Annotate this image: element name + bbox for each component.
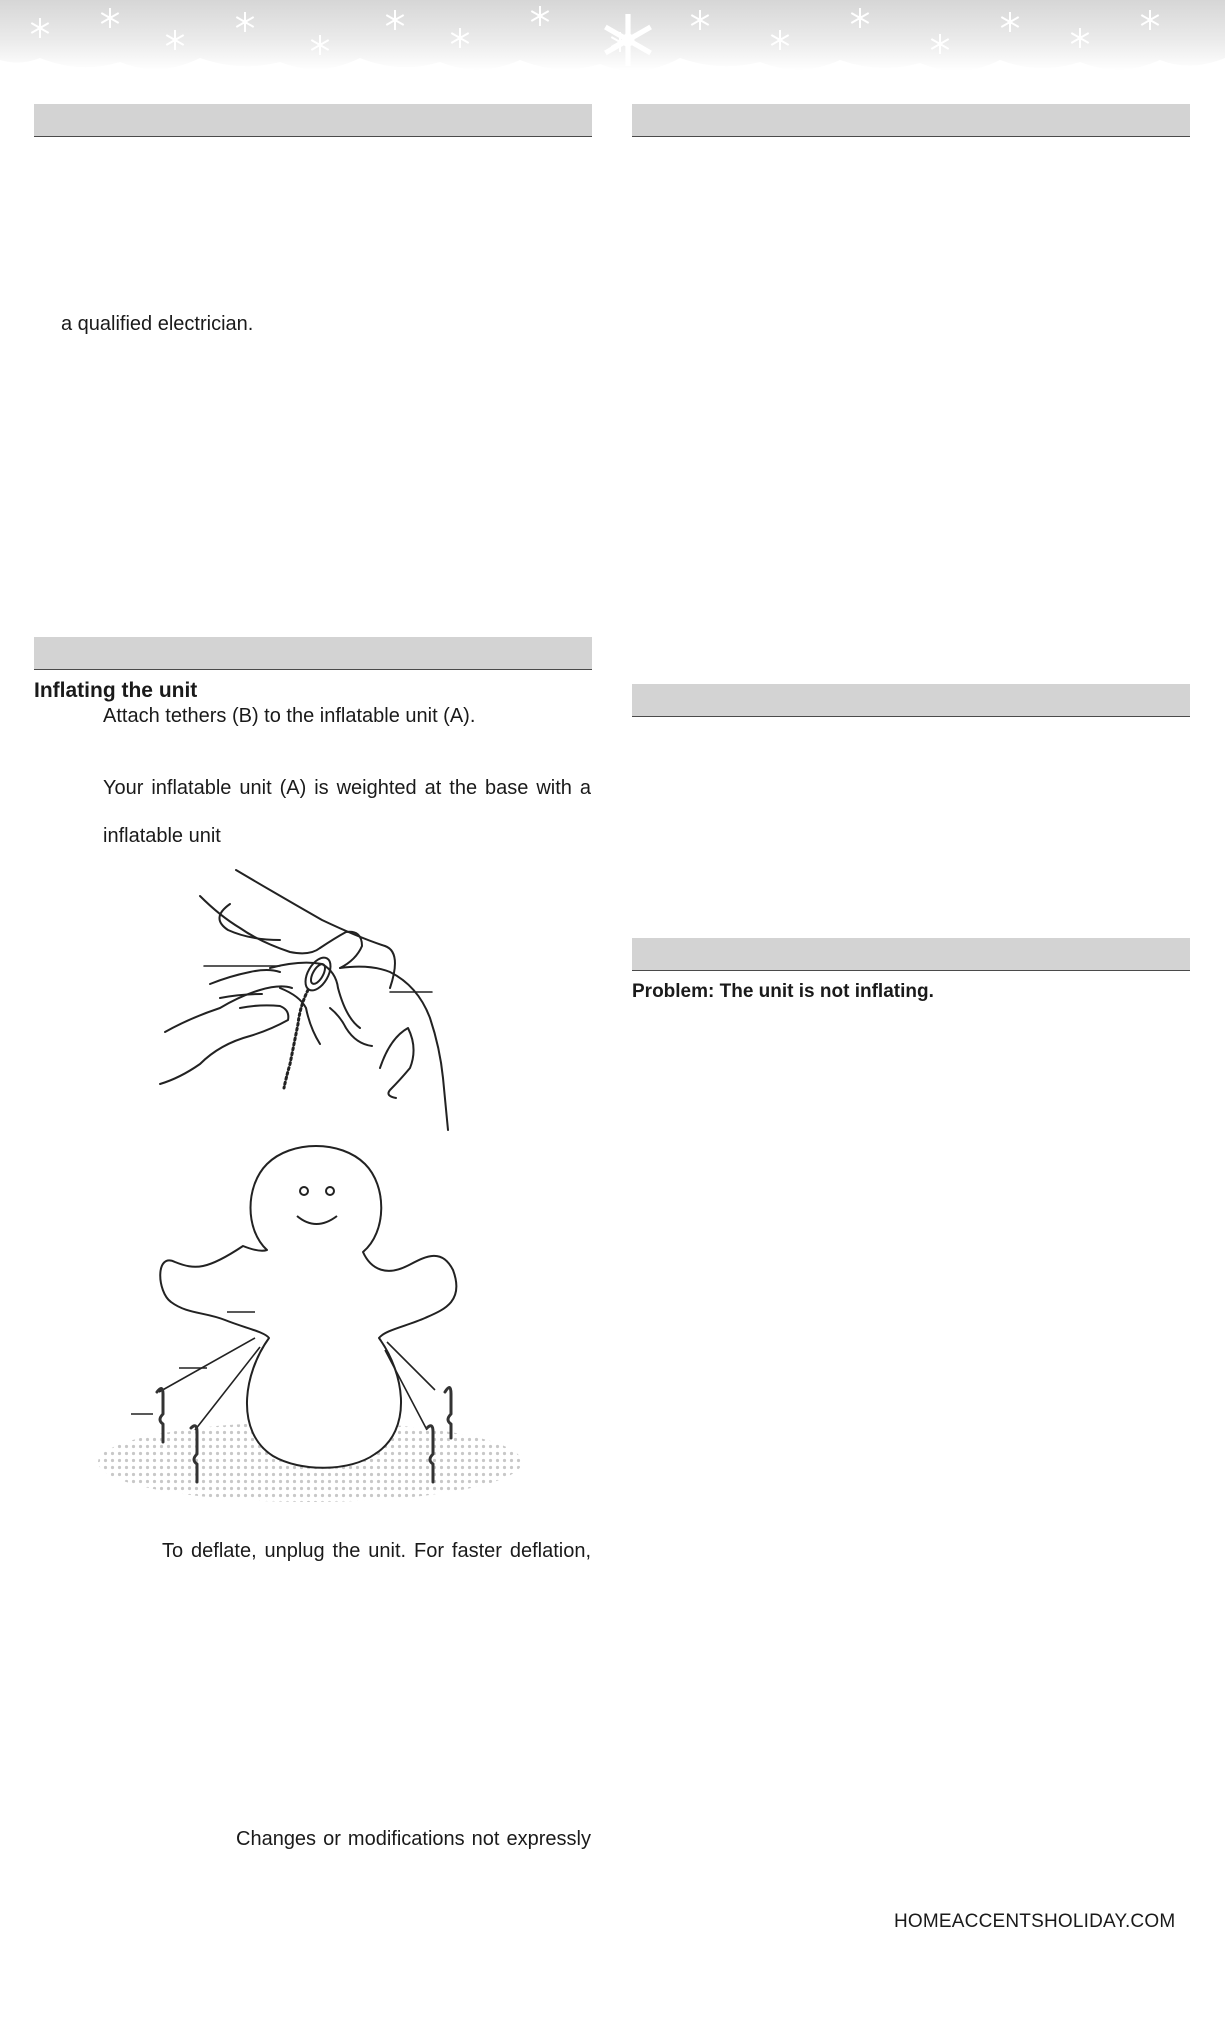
inflatable-unit-text: inflatable unit xyxy=(103,825,221,847)
website-url: HOMEACCENTSHOLIDAY.COM xyxy=(894,1911,1176,1932)
problem-line: Problem: The unit is not inflating. xyxy=(632,981,934,1002)
changes-text: Changes or modifications not expressly xyxy=(236,1828,591,1850)
section-bar-right-3 xyxy=(632,938,1190,971)
deflate-text: To deflate, unplug the unit. For faster deflation, xyxy=(162,1540,591,1562)
tether-attach-illustration xyxy=(150,868,490,1134)
section-bar-left-1 xyxy=(34,104,592,137)
weighted-text: Your inflatable unit (A) is weighted at the base with a xyxy=(103,777,591,799)
section-bar-right-1 xyxy=(632,104,1190,137)
inflatable-staking-illustration xyxy=(95,1142,525,1506)
tether-step: Attach tethers (B) to the inflatable unit (A). xyxy=(103,705,476,727)
snowflake-banner xyxy=(0,0,1225,100)
inflating-heading: Inflating the unit xyxy=(34,679,198,702)
section-bar-left-2 xyxy=(34,637,592,670)
section-bar-right-2 xyxy=(632,684,1190,717)
electrician-fragment: a qualified electrician. xyxy=(61,313,254,335)
